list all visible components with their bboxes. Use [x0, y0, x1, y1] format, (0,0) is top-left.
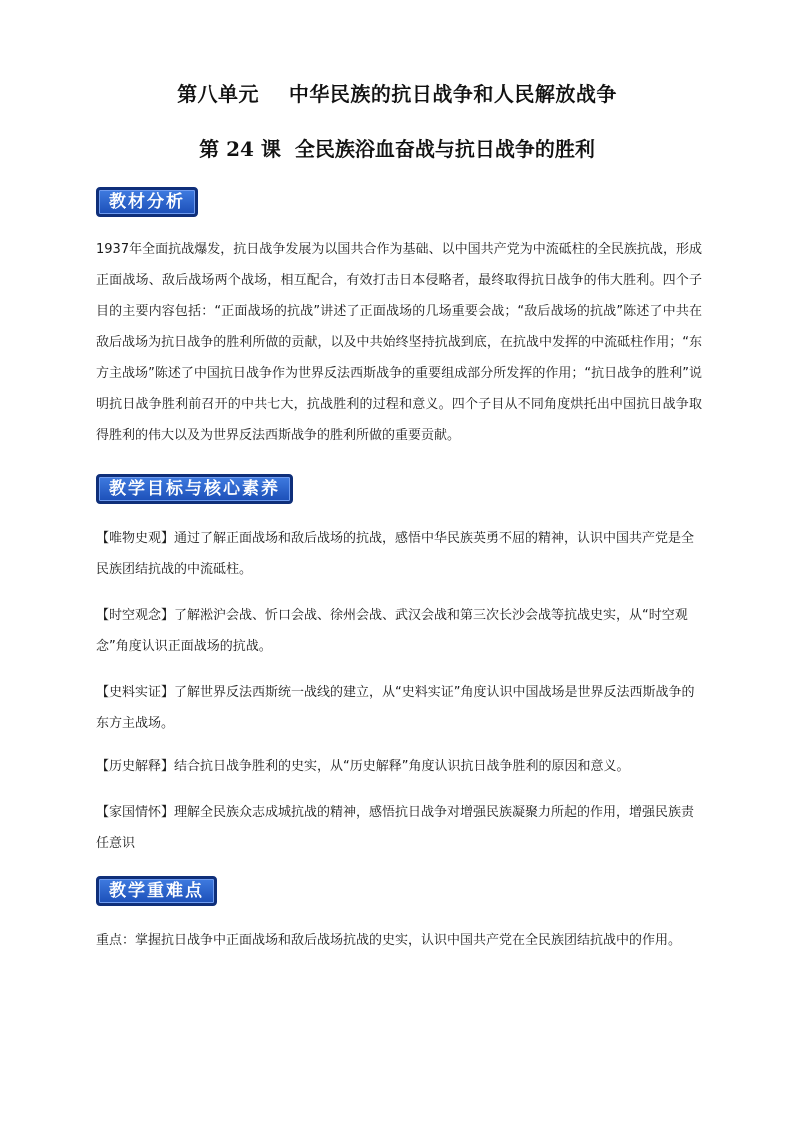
objective-text: 了解淞沪会战、忻口会战、徐州会战、武汉会战和第三次长沙会战等抗战史实，从“时空观念”角度认识正面战场的抗战。	[96, 608, 688, 654]
section-tag-analysis: 教材分析	[96, 187, 198, 217]
section-tag-objectives: 教学目标与核心素养	[96, 474, 293, 504]
objective-label: 【史料实证】	[96, 685, 175, 700]
objective-label: 【时空观念】	[96, 608, 175, 623]
objective-text: 理解全民族众志成城抗战的精神，感悟抗日战争对增强民族凝聚力所起的作用，增强民族责任意识	[96, 805, 695, 851]
lesson-title: 第 24 课 全民族浴血奋战与抗日战争的胜利	[199, 137, 595, 161]
analysis-paragraph: 1937年全面抗战爆发，抗日战争发展为以国共合作为基础、以中国共产党为中流砥柱的全民族抗战，形成正面战场、敌后战场两个战场，相互配合，有效打击日本侵略者，最终取得抗日战争的伟大胜利。四个子目的主要内容包括：“正面战场的抗战”讲述了正面战场的几场重要会战；“敌后战场的抗战”陈述了中共在敌后战场为抗日战争的胜利所做的贡献，以及中共始终坚持抗战到底，在抗战中发挥的中流砥柱作用；“东方主战场”陈述了中国抗日战争作为世界反法西斯战争的重要组成部分所发挥的作用；“抗日战争的胜利”说明抗日战争胜利前召开的中共七大，抗战胜利的过程和意义。四个子目从不同角度烘托出中国抗日战争取得胜利的伟大以及为世界反法西斯战争的胜利所做的重要贡献。	[96, 242, 702, 443]
section-tag-key-points: 教学重难点	[96, 876, 217, 906]
objective-text: 了解世界反法西斯统一战线的建立，从“史料实证”角度认识中国战场是世界反法西斯战争的东方主战场。	[96, 685, 695, 731]
objective-item	[96, 797, 702, 859]
key-points-paragraph: 重点：掌握抗日战争中正面战场和敌后战场抗战的史实，认识中国共产党在全民族团结抗战中的作用。	[96, 933, 682, 948]
objective-item	[96, 677, 702, 739]
objective-item	[96, 600, 702, 662]
objective-text: 结合抗日战争胜利的史实，从“历史解释”角度认识抗日战争胜利的原因和意义。	[174, 759, 630, 774]
objective-label: 【家国情怀】	[96, 805, 175, 820]
objective-text: 通过了解正面战场和敌后战场的抗战，感悟中华民族英勇不屈的精神，认识中国共产党是全民族团结抗战的中流砥柱。	[96, 531, 695, 577]
objective-item	[96, 523, 702, 585]
objective-label: 【历史解释】	[96, 759, 175, 774]
unit-title: 第八单元 中华民族的抗日战争和人民解放战争	[177, 82, 617, 106]
objective-item	[96, 751, 702, 782]
objective-label: 【唯物史观】	[96, 531, 175, 546]
